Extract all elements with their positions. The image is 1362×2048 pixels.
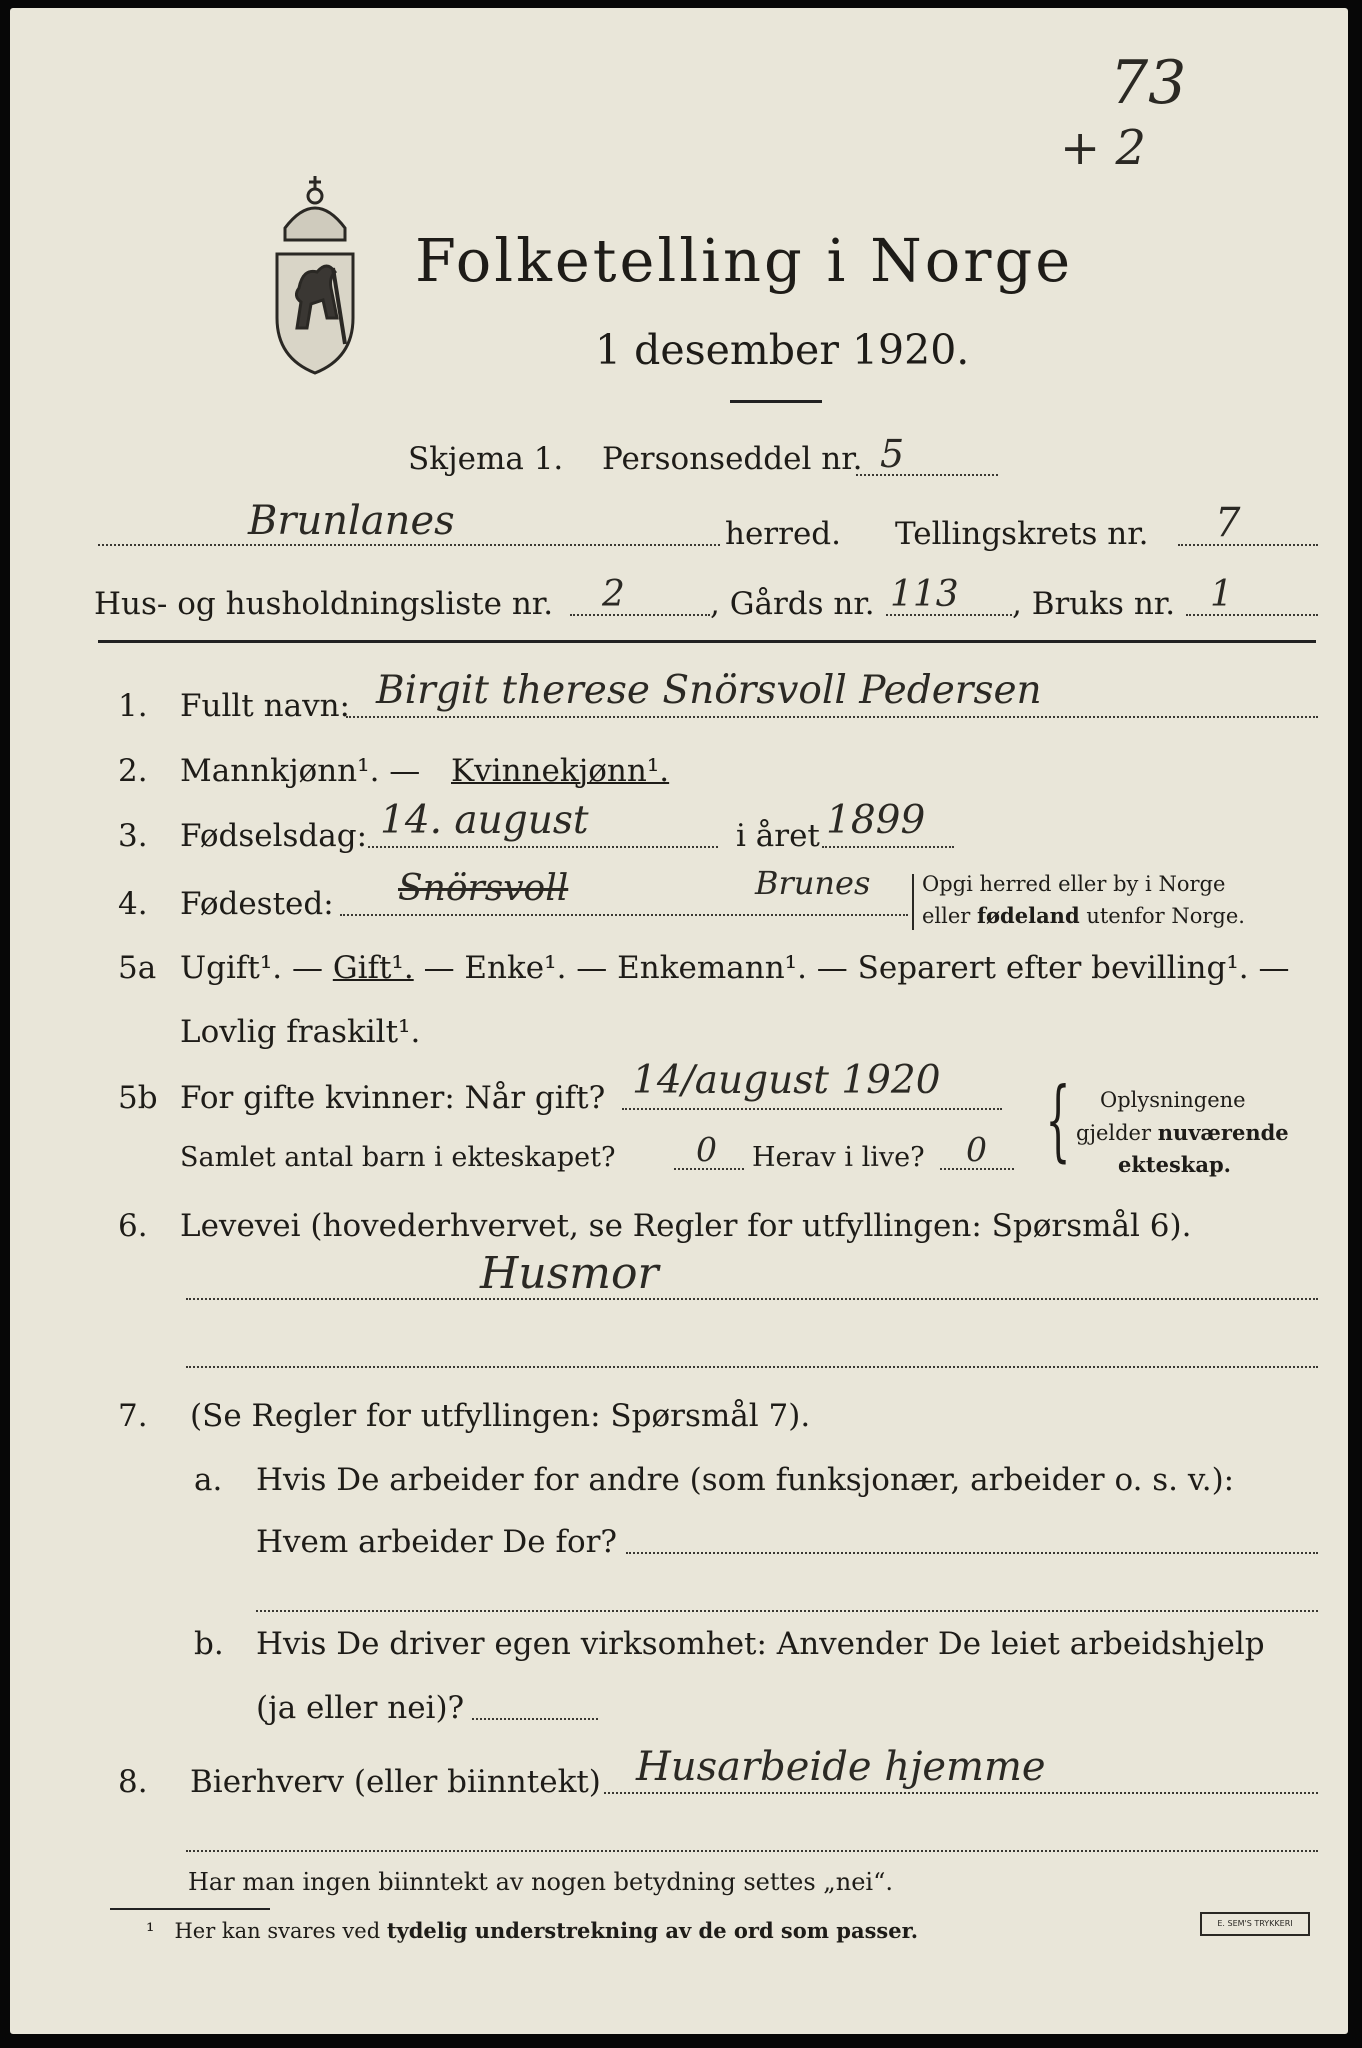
footnote [146,1918,918,1943]
status-gift-option[interactable]: Gift¹. [332,950,414,986]
birthplace-value: Brunes [755,864,871,902]
header-divider [730,400,822,403]
birthplace-struck-value: Snörsvoll [398,868,569,909]
q5a-number: 5a [118,950,157,986]
q7a-text: Hvis De arbeider for andre (som funksjonær, arbeider o. s. v.): [256,1462,1235,1498]
schema-label: Skjema 1. [408,441,564,477]
birthplace-note-line1: Opgi herred eller by i Norge [922,872,1226,896]
corner-number-top: 73 [1110,48,1187,118]
marital-note-line1: Oplysningene [1100,1088,1246,1112]
birthplace-note-a: eller [922,904,978,928]
status-other-options[interactable]: — Enke¹. — Enkemann¹. — Separert efter bevilling¹. — [423,950,1290,986]
q1-label: Fullt navn: [180,688,350,724]
bruks-label: , Bruks nr. [1012,586,1176,622]
full-name-value: Birgit therese Snörsvoll Pedersen [376,668,1042,713]
q6-number: 6. [118,1208,148,1244]
q7b-letter: b. [194,1626,224,1662]
children-alive-value: 0 [966,1130,987,1169]
marital-note-line3: ekteskap. [1118,1152,1231,1177]
herred-field[interactable] [98,544,720,546]
marital-note-a: gjelder [1076,1121,1158,1145]
children-alive-label: Herav i live? [752,1142,925,1173]
q7b-text: Hvis De driver egen virksomhet: Anvender De leiet arbeidshjelp [256,1626,1265,1662]
biinntekt-note: Har man ingen biinntekt av nogen betydning settes „nei“. [188,1868,893,1896]
marriage-date-field[interactable] [622,1108,1002,1110]
children-total-value: 0 [696,1130,717,1169]
q7-label: (Se Regler for utfyllingen: Spørsmål 7). [190,1398,811,1434]
footnote-number: ¹ [146,1919,155,1943]
bruks-field[interactable] [1186,614,1318,616]
q3-label: Fødselsdag: [180,818,368,854]
footnote-text-a: Her kan svares ved [174,1919,387,1943]
birthdate-field[interactable] [368,846,718,848]
birthyear-field[interactable] [822,846,954,848]
herred-value: Brunlanes [248,498,455,544]
form-title: Folketelling i Norge [415,226,1074,295]
husliste-label: Hus- og husholdningsliste nr. [94,586,554,622]
form-date: 1 desember 1920. [595,326,970,374]
birthplace-note-c: utenfor Norge. [1079,904,1245,928]
q4-number: 4. [118,886,148,922]
status-fraskilt-option[interactable]: Lovlig fraskilt¹. [180,1014,421,1050]
footnote-divider [110,1908,270,1910]
occupation-field-2[interactable] [186,1366,1318,1368]
marital-note-brace: { [1045,1068,1071,1171]
bruks-value: 1 [1210,574,1233,615]
q3-number: 3. [118,818,148,854]
q7-number: 7. [118,1398,148,1434]
q4-label: Fødested: [180,886,334,922]
gender-female-option[interactable]: Kvinnekjønn¹. [451,753,670,789]
personseddel-label: Personseddel nr. [602,441,863,477]
gender-male-option[interactable]: Mannkjønn¹. — [180,753,421,789]
employer-field-2[interactable] [256,1610,1318,1612]
q1-number: 1. [118,688,148,724]
q7b-text2: (ja eller nei)? [256,1690,465,1726]
q8-number: 8. [118,1764,148,1800]
husliste-field[interactable] [570,614,710,616]
marital-note-line2 [1076,1120,1289,1145]
birthyear-value: 1899 [826,798,926,843]
employer-field[interactable] [626,1552,1318,1554]
marital-note-b: nuværende [1157,1120,1289,1145]
marriage-date-value: 14/august 1920 [632,1058,941,1103]
full-name-field[interactable] [346,716,1318,718]
hired-help-field[interactable] [472,1718,598,1720]
gards-value: 113 [890,574,959,615]
personseddel-value: 5 [880,432,905,476]
q5b-label: For gifte kvinner: Når gift? [180,1080,606,1116]
corner-number-bottom: + 2 [1060,120,1147,176]
side-income-field-2[interactable] [186,1850,1318,1852]
birthplace-field[interactable] [340,914,908,916]
tellingskrets-label: Tellingskrets nr. [895,516,1149,552]
occupation-field[interactable] [186,1298,1318,1300]
husliste-value: 2 [602,574,625,615]
status-ugift-option[interactable]: Ugift¹. — [180,950,323,986]
birthyear-label: i året [736,818,820,854]
q7a-letter: a. [194,1462,223,1498]
coat-of-arms-icon [265,168,365,378]
tellingskrets-field[interactable] [1178,544,1318,546]
marital-status-line [180,950,1289,986]
birthplace-note-b: fødeland [977,903,1080,928]
q2-number: 2. [118,753,148,789]
q7a-text2: Hvem arbeider De for? [256,1524,618,1560]
footnote-text-b: tydelig understrekning av de ord som passer. [386,1918,919,1943]
side-income-field[interactable] [604,1792,1318,1794]
birthplace-note-bar [912,874,914,930]
personseddel-field[interactable] [856,474,998,476]
printer-stamp [1200,1912,1310,1936]
section-divider [98,640,1316,643]
birthdate-value: 14. august [380,798,589,843]
occupation-value: Husmor [480,1248,659,1299]
q6-label: Levevei (hovederhvervet, se Regler for utfyllingen: Spørsmål 6). [180,1208,1192,1244]
census-form-page [10,8,1348,2034]
birthplace-note-line2 [922,903,1245,928]
herred-label: herred. [725,516,841,552]
q8-label: Bierhverv (eller biinntekt) [190,1764,601,1800]
q5b-number: 5b [118,1080,158,1116]
side-income-value: Husarbeide hjemme [636,1744,1046,1790]
printer-stamp-text: E. SEM'S TRYKKERI [1217,1919,1293,1928]
tellingskrets-value: 7 [1215,500,1241,546]
children-total-label: Samlet antal barn i ekteskapet? [180,1142,616,1173]
gards-label: , Gårds nr. [710,586,875,622]
